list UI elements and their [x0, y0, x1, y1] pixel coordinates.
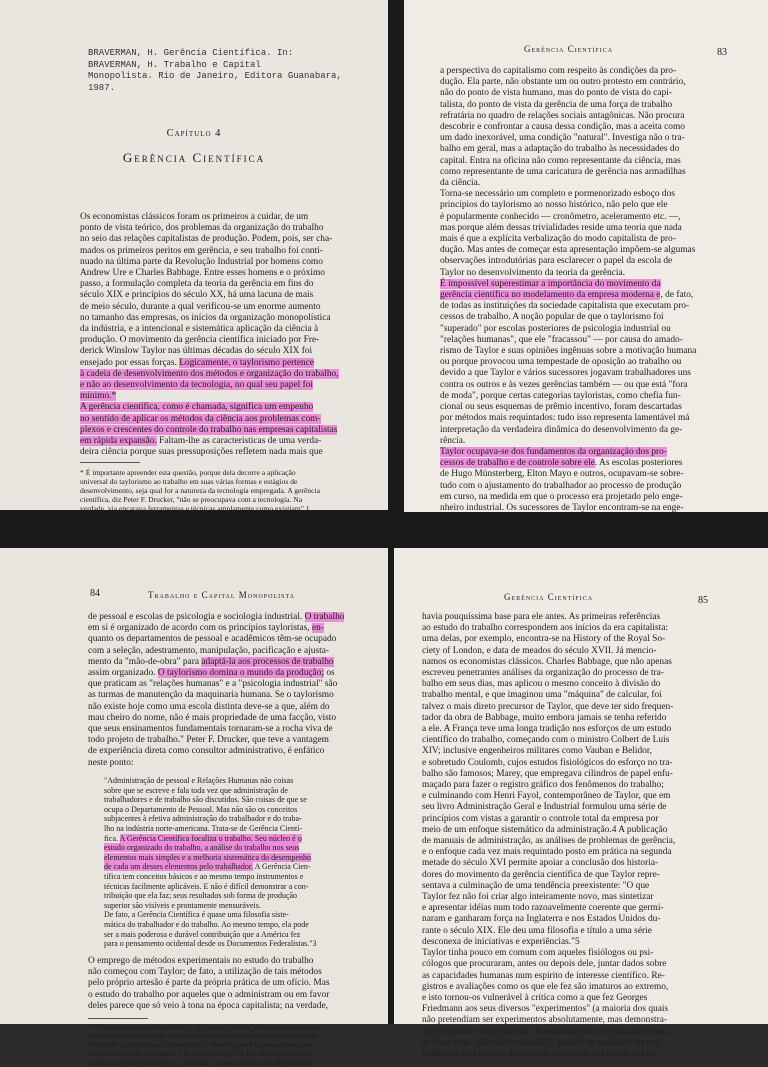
- quote-line: [104, 776, 366, 786]
- text-line: de manuais de administração, as análises de problemas de gerência,: [422, 836, 676, 847]
- highlighted-text: de cada um desses elementos pelo trabalhador.: [104, 862, 254, 872]
- text-segment: descobrir e confrontar a causa dessa condição, mas a aceita como: [440, 122, 685, 133]
- page-number: 83: [717, 47, 727, 58]
- book-page-2: [404, 0, 768, 536]
- text-segment: "relações humanas", que ele "fracassou" — por causa do amado-: [440, 334, 683, 345]
- text-line: [80, 223, 370, 234]
- quote-line: [104, 882, 366, 892]
- text-segment: para o pensamento ocidental desde os Documentos Federalistas."3: [104, 939, 317, 949]
- page3-body: [88, 612, 378, 769]
- text-segment: da indústria, e a intencional e sistemática aplicação da ciência à: [80, 324, 319, 335]
- text-segment: como representante de uma caricatura de gerência nas armadilhas: [440, 166, 686, 177]
- text-segment: da ciência.: [440, 178, 481, 189]
- page1-footnote: [80, 468, 372, 513]
- highlighted-text: adaptá-la aos processos de trabalho: [201, 656, 334, 667]
- text-segment: técnicas facilmente aplicáveis. E não é difícil demonstrar a con-: [104, 881, 309, 891]
- text-segment: observações introdutórias para esclarecer o papel da escola de: [440, 256, 673, 267]
- text-line: [440, 447, 730, 458]
- text-line: [80, 246, 370, 257]
- text-line: [80, 436, 370, 447]
- book-page-1: [0, 0, 388, 513]
- highlighted-text: en-: [312, 623, 324, 634]
- quote-line: [104, 910, 366, 920]
- text-line: [80, 414, 370, 425]
- text-segment: De fato, a Gerência Científica é quase uma filosofia siste-: [104, 910, 289, 920]
- text-segment: por métodos mais requintados: tudo isso representa lamentável má: [440, 413, 690, 424]
- text-segment: fica.: [104, 833, 120, 843]
- text-line: havia pouquíssima base para ele antes. As primeiras referências: [422, 612, 661, 622]
- highlighted-text: em rápida expansão.: [80, 436, 157, 447]
- text-line: [80, 358, 370, 369]
- text-line: ao estudo do trabalho correspondem aos inícios da era capitalista:: [422, 623, 669, 634]
- footnote-line: desenvolvimento, seja qual for a natureza da tecnologia empregada. A gerência: [80, 486, 320, 495]
- text-segment: refratária no quadro de relações sociais antagônicas. Não procura: [440, 110, 685, 121]
- text-line: balho são famosos; Marey, que empregava cilindros de papel enfu-: [422, 768, 673, 779]
- text-segment: Torna-se necessário um completo e pormenorizado esboço dos: [440, 189, 675, 200]
- text-line: [80, 279, 370, 290]
- text-line: [440, 346, 730, 357]
- text-segment: "Administração de pessoal e Relações Humanas não coisas: [104, 776, 294, 785]
- footnote-line: difundido na indústria e seus métodos e filosofia eram lugares-comuns em: [88, 1040, 314, 1049]
- text-line: [88, 713, 378, 724]
- text-line: [440, 88, 730, 99]
- highlighted-text: e não ao desenvolvimento da tecnologia, no qual seu papel foi: [80, 380, 314, 391]
- text-line: o estudo do trabalho por aqueles que o administram ou em favor: [88, 989, 330, 1000]
- text-line: [440, 144, 730, 155]
- text-segment: sobre que se escreve e fala toda vez que administração de: [104, 785, 288, 795]
- page1-body: [80, 212, 370, 458]
- text-segment: nharia e projeto do trabalho, bem como na alta administração;: [440, 514, 673, 525]
- text-segment: todo projeto de trabalho." Peter F. Drucker, que teve a vantagem: [88, 735, 329, 746]
- text-line: sentava a culminação de uma tendência preexistente: "O que: [422, 880, 650, 891]
- citation-line: 1987.: [88, 82, 116, 93]
- text-line: [80, 268, 370, 279]
- text-line: [88, 612, 378, 623]
- text-segment: ensejado por essas forças.: [80, 357, 180, 368]
- highlighted-text: A Gerência Científica focaliza o trabalho. Seu núcleo é o: [119, 833, 302, 843]
- text-segment: de experiência direta como consultor administrativo, é enfático: [88, 746, 325, 757]
- book-page-3: [0, 548, 388, 1067]
- text-line: deles parece que só veio à tona na época capitalista; na verdade,: [88, 1000, 328, 1011]
- quote-line: [104, 872, 366, 882]
- text-segment: ou porque provocou uma tempestade de oposição ao trabalho ou: [440, 357, 682, 368]
- text-line: [440, 234, 730, 245]
- text-segment: século XIX e princípios do século XX, há uma lacuna de mais: [80, 290, 314, 301]
- text-line: [88, 724, 378, 735]
- text-line: trabalho mental, e que imaginou uma "máquina" de calcular, foi: [422, 690, 662, 701]
- text-segment: não existe hoje como uma escola distinta deve-se a que, além do: [88, 701, 330, 712]
- text-segment: talista, do ponto de vista da gerência de uma força de trabalho: [440, 99, 673, 110]
- page4-body: [422, 612, 722, 1060]
- text-segment: no seio das relações capitalistas de produção. Podem, pois, ser cha-: [80, 234, 333, 245]
- text-segment: ponto de vista teórico, dos problemas da organização do trabalho: [80, 223, 324, 234]
- text-line: [440, 469, 730, 480]
- text-segment: um dado inexorável, uma condição "natural". Investiga não o tra-: [440, 133, 685, 144]
- text-line: tador da obra de Babbage, muito embora jamais se tenha referido: [422, 712, 667, 723]
- highlighted-text: à cadeia de desenvolvimento dos métodos e organização do trabalho,: [80, 368, 339, 379]
- text-segment: é popularmente conhecido — cronômetro, aceleramento etc. —,: [440, 211, 681, 222]
- text-line: [440, 492, 730, 503]
- text-line: naram e ganharam força na Inglaterra e nos Estados Unidos du-: [422, 914, 661, 925]
- text-line: [440, 256, 730, 267]
- quote-line: [104, 891, 366, 901]
- text-segment: mática do trabalhador e do trabalho. Ao mesmo tempo, ela pode: [104, 919, 309, 929]
- text-segment: mas porque além dessas trivialidades reside uma teoria que nada: [440, 222, 682, 233]
- text-line: cólogos que procuraram, antes ou depois dele, juntar dados sobre: [422, 959, 667, 970]
- text-line: [440, 111, 730, 122]
- text-line: princípios com vistas a garantir o controle total da empresa por: [422, 813, 659, 824]
- text-line: [440, 133, 730, 144]
- text-line: não pretendiam ser experimentos absolutamente, mas demonstra-: [422, 1015, 667, 1026]
- text-segment: devido a que Taylor e vários sucessores jogavam trabalhadores uns: [440, 368, 691, 379]
- text-line: e isto tornou-os vulnerável à crítica como a que fez Georges: [422, 992, 648, 1003]
- text-segment: assim organizado.: [88, 668, 158, 679]
- text-segment: dução. Ela parte, não obstante um ou outro protesto em contrário,: [440, 77, 686, 88]
- page3-body-continued: [88, 956, 378, 1012]
- text-line: ciety of London, e data de meados do século XVII. Já mencio-: [422, 645, 657, 656]
- text-line: XIV; inclusive engenheiros militares como Vauban e Belidor,: [422, 746, 652, 757]
- text-line: [80, 447, 370, 458]
- text-line: as capacidades humanas num espírito de interesse científico. Re-: [422, 970, 665, 981]
- text-segment: tribuição que ela faz; seus resultados sob forma de produção: [104, 891, 298, 901]
- text-segment: passo, a formulação completa da teoria da gerência em fins do: [80, 279, 314, 290]
- text-line: [80, 290, 370, 301]
- text-line: meio de um enfoque sistemático da administração.4 A publicação: [422, 824, 668, 835]
- text-line: [88, 657, 378, 668]
- text-segment: quanto os departamentos de pessoal e acadêmicos têm-se ocupado: [88, 634, 337, 645]
- chapter-label: Capítulo 4: [166, 128, 222, 139]
- text-line: [440, 391, 730, 402]
- text-segment: mais é que a explícita verbalização do modo capitalista de pro-: [440, 234, 676, 245]
- text-line: e apresentar idéias num todo razoavelmente coerente que germi-: [422, 903, 664, 914]
- text-segment: as turmas de manutenção da maquinaria humana. Se o taylorismo: [88, 690, 334, 701]
- text-segment: no tamanho das empresas, os inícios da organização monopolística: [80, 312, 331, 323]
- text-line: [440, 200, 730, 211]
- text-line: [440, 212, 730, 223]
- highlighted-text: cessos de trabalho e de controle sobre ele: [440, 458, 595, 469]
- text-segment: princípios do taylorismo ao nosso histórico, não pelo que ele: [440, 200, 668, 211]
- text-line: namos os economistas clássicos. Charles Babbage, que não apenas: [422, 656, 672, 667]
- text-line: [440, 503, 730, 514]
- text-segment: ocupa o Departamento de Pessoal. Mas não são os conceitos: [104, 804, 298, 814]
- text-segment: trabalhadores e de trabalho são discutidos. São coisas de que se: [104, 795, 307, 805]
- text-segment: dução. Mas antes de começar esta apresentação impõem-se algumas: [440, 245, 696, 256]
- quote-line: [104, 853, 366, 863]
- text-line: [80, 380, 370, 391]
- text-segment: em si é organizado de acordo com os princípios tayloristas,: [88, 623, 312, 634]
- page3-footnote: [88, 1022, 378, 1067]
- quote-line: [104, 939, 366, 949]
- text-segment: ser a mais poderosa e durável contribuição que a América fez: [104, 929, 301, 939]
- text-segment: os sucessores de Münsterberg e Mayo acham-se nos departamentos: [440, 525, 693, 536]
- text-line: [440, 380, 730, 391]
- text-segment: "superado" por escolas posteriores de psicologia industrial ou: [440, 323, 671, 334]
- quote-line: [104, 862, 366, 872]
- text-line: [80, 234, 370, 245]
- chapter-title: Gerência Científica: [122, 150, 266, 165]
- text-line: [80, 257, 370, 268]
- footnote-line: * "Como um movimento distinto", diz George Soule, "desapareceu na gran-: [88, 1022, 319, 1031]
- text-line: [440, 245, 730, 256]
- text-segment: deira ciência porque suas pressuposições refletem nada mais que: [80, 447, 323, 458]
- text-line: talvez o mais direto precursor de Taylor, que deve ter sido frequen-: [422, 701, 674, 712]
- text-line: [80, 313, 370, 324]
- footnote-line: muitas escolas de engenharia e de administração."2 Em outras palavras, o: [88, 1049, 312, 1058]
- footnote-rule: [88, 1018, 148, 1019]
- text-line: [440, 77, 730, 88]
- text-line: se fosse uma "ciência do trabalho", quando na realidade ele pre-: [422, 1037, 663, 1048]
- text-line: [440, 436, 730, 447]
- quote-line: [104, 930, 366, 940]
- highlighted-text: A gerência científica, como é chamada, significa um empenho: [80, 402, 314, 413]
- text-line: a ele. A França teve uma longa tradição nos esforços de um estudo: [422, 724, 672, 735]
- text-segment: Os economistas clássicos foram os primeiros a cuidar, de um: [80, 212, 309, 222]
- footnote-line: científica, diz Peter F. Drucker, "não se preocupava com a tecnologia. Na: [80, 495, 303, 504]
- text-line: rante o século XIX. Ele deu uma filosofia e título a uma série: [422, 925, 652, 936]
- text-line: [440, 425, 730, 436]
- text-segment: de moda", porque certas categorias tayloristas, como chefia fun-: [440, 390, 681, 401]
- text-line: Taylor fez não foi criar algo inteiramente novo, mas sintetizar: [422, 892, 654, 903]
- text-line: desconexa de iniciativas e experiências."5: [422, 936, 580, 947]
- quote-line: [104, 834, 366, 844]
- text-line: [80, 425, 370, 436]
- quote-line: [104, 824, 366, 834]
- text-line: [440, 312, 730, 323]
- text-segment: de todas as instituições da sociedade capitalista que executam pro-: [440, 301, 690, 312]
- text-segment: tudo com o ajustamento do trabalhador ao processo de produção: [440, 480, 682, 491]
- text-segment: cessos de trabalho. A noção popular de que o taylorismo foi: [440, 312, 664, 323]
- text-segment: que seus ensinamentos fundamentais tornaram-se a rocha viva de: [88, 724, 333, 735]
- text-line: tendia ser uma ciência do trabalho de outros, nas condições do: [422, 1048, 657, 1059]
- text-line: escreveu penetrantes análises da organização do processo de tra-: [422, 668, 664, 679]
- text-line: [88, 623, 378, 634]
- text-line: [80, 369, 370, 380]
- text-line: [440, 66, 730, 77]
- text-line: científico do trabalho, começando com o ministro Colbert de Luís: [422, 735, 670, 746]
- text-line: [440, 481, 730, 492]
- text-line: [440, 368, 730, 379]
- text-segment: cional ou seus esquemas de prêmio incentivo, foram descartadas: [440, 402, 682, 413]
- text-segment: a perspectiva do capitalismo com respeito às condições da pro-: [440, 66, 677, 76]
- quote-line: [104, 805, 366, 815]
- text-line: seu livro Administração Geral e Industrial formulou uma série de: [422, 802, 667, 813]
- highlighted-text: É impossível superestimar a importância do movimento da: [440, 278, 661, 289]
- text-line: [440, 301, 730, 312]
- quote-line: [104, 795, 366, 805]
- text-line: [80, 402, 370, 413]
- text-line: [440, 402, 730, 413]
- text-segment: de meio século, durante a qual verificou-se um enorme aumento: [80, 301, 321, 312]
- text-line: [80, 335, 370, 346]
- text-line: [440, 514, 730, 525]
- text-segment: nuado na última parte da Revolução Industrial por homens como: [80, 256, 323, 267]
- text-segment: Faltam-lhe as características de uma verda-: [156, 436, 322, 447]
- running-head: Trabalho e Capital Monopolista: [148, 590, 295, 600]
- text-line: [440, 458, 730, 469]
- text-line: metade do século XVI permite apoiar a conclusão dos historia-: [422, 858, 659, 869]
- text-line: [80, 302, 370, 313]
- text-segment: mento da "mão-de-obra" para: [88, 656, 202, 667]
- page-number: 85: [698, 595, 708, 606]
- page2-body: [440, 66, 730, 537]
- text-line: [88, 668, 378, 679]
- text-segment: de Hugo Münsterberg, Elton Mayo e outros, ocupavam-se sobre-: [440, 469, 684, 480]
- footnote-line: universal do taylorismo ao trabalho em suas várias formas e estágios de: [80, 477, 298, 486]
- book-page-4: [394, 548, 768, 1059]
- text-line: [88, 679, 378, 690]
- citation-line: Monopolista. Rio de Janeiro, Editora Guanabara,: [88, 71, 342, 81]
- quote-line: [104, 814, 366, 824]
- text-line: [440, 357, 730, 368]
- text-line: [440, 223, 730, 234]
- text-line: [88, 746, 378, 757]
- text-segment: lho na indústria norte-americana. Trata-se de Gerência Cientí-: [104, 823, 303, 833]
- text-segment: Andrew Ure e Charles Babbage. Entre esses homens e o próximo: [80, 268, 325, 279]
- highlighted-text: estudo organizado do trabalho, a análise do trabalho nos seus: [104, 843, 300, 853]
- text-line: gistros e avaliações como os que ele fez são imaturos ao extremo,: [422, 981, 669, 992]
- text-segment: os: [324, 668, 335, 679]
- quote-line: [104, 786, 366, 796]
- text-segment: A Gerência Cien-: [253, 862, 311, 872]
- text-line: [88, 758, 378, 769]
- text-segment: superior são visíveis e prontamente mensuráveis.: [104, 900, 261, 910]
- text-segment: em curso, na medida em que o processo era projetado pelo enge-: [440, 491, 683, 502]
- highlighted-text: gerência científica no modelamento da empresa moderna e: [440, 290, 661, 301]
- text-line: [440, 525, 730, 536]
- text-line: [440, 324, 730, 335]
- text-line: pelo próprio artesão é parte da própria prática de um ofício. Mas: [88, 978, 330, 989]
- text-segment: , de fato,: [660, 290, 694, 301]
- text-line: uma delas, por exemplo, encontra-se na History of the Royal So-: [422, 634, 666, 645]
- text-line: maçado para fazer o registro gráfico dos fenômenos do trabalho;: [422, 780, 664, 791]
- text-line: [440, 156, 730, 167]
- text-line: [80, 391, 370, 402]
- running-head: Gerência Científica: [524, 44, 614, 54]
- highlighted-text: Logicamente, o taylorismo pertence: [179, 357, 315, 368]
- text-line: [80, 212, 370, 223]
- page-gap-vertical-top: [388, 0, 404, 548]
- text-segment: neste ponto:: [88, 757, 134, 768]
- text-line: [88, 646, 378, 657]
- text-line: Taylor tinha pouco em comum com aqueles fisiólogos ou psi-: [422, 948, 654, 959]
- text-segment: rência.: [440, 435, 466, 446]
- text-segment: com a seleção, adestramento, manipulação, pacificação e ajusta-: [88, 645, 330, 656]
- text-line: e o enfoque cada vez mais requintado posto em prática na segunda: [422, 847, 672, 858]
- text-line: [80, 324, 370, 335]
- text-line: [440, 167, 730, 178]
- text-line: dores do movimento da gerência científica de que Taylor repre-: [422, 869, 660, 880]
- text-line: Friedmann aos seus diversos "experimentos" (a maioria dos quais: [422, 1004, 669, 1015]
- text-segment: de pessoal e escolas de psicologia e sociologia industrial.: [88, 612, 305, 622]
- text-segment: contra os outros e às vezes gerências também — ou que está "fora: [440, 379, 688, 390]
- text-segment: nheiro industrial. Os sucessores de Taylor encontram-se na enge-: [440, 502, 684, 513]
- text-segment: não do ponto de vista humano, mas do ponto de vista do capi-: [440, 88, 672, 99]
- text-line: [88, 735, 378, 746]
- citation-line: BRAVERMAN, H. Trabalho e Capital: [88, 59, 261, 70]
- footnote-line: de depressão dos anos 30, mas naquele tempo o conhecimento dele tinha-se: [88, 1031, 318, 1040]
- highlighted-text: elementos mais simples e a melhoria sistemática do desempenho: [104, 852, 312, 862]
- text-line: [440, 335, 730, 346]
- highlighted-text: mínimo.*: [80, 391, 117, 402]
- text-line: [440, 268, 730, 279]
- text-line: [440, 413, 730, 424]
- citation-note: [88, 48, 342, 94]
- text-line: e culminando com Henri Fayol, contemporâneo de Taylor, que em: [422, 791, 671, 802]
- footnote-line: verdade, via encarava ferramentas e técnicas amplamente como existiam".1: [80, 504, 310, 513]
- text-line: [440, 178, 730, 189]
- footnote-rule: [80, 462, 140, 463]
- text-segment: balho em geral, mas a adaptação do trabalho às necessidades do: [440, 144, 680, 155]
- text-segment: Taylor no desenvolvimento da teoria da gerência.: [440, 267, 625, 278]
- text-segment: mados os primeiros peritos em gerência, e seu trabalho foi conti-: [80, 245, 323, 256]
- running-head: Gerência Científica: [504, 592, 594, 602]
- text-line: [440, 290, 730, 301]
- text-line: e sobretudo Coulomb, cujos estudos fisiológicos do esforço no tra-: [422, 757, 673, 768]
- footnote-line: taylorismo está "obsoleto" ou "superado" somente no sentido de que uma: [88, 1058, 311, 1067]
- page3-quote: [104, 776, 366, 949]
- text-segment: subjacentes à efetiva administração do trabalhador e do traba-: [104, 814, 302, 824]
- text-segment: tífica tem conceitos básicos e ao mesmo tempo instrumentos e: [104, 871, 304, 881]
- highlighted-text: plexos e crescentes do controle do trabalho nas empresas capitalistas: [80, 424, 338, 435]
- highlighted-text: Taylor ocupava-se dos fundamentos da organização dos pro-: [440, 446, 667, 457]
- text-line: [440, 279, 730, 290]
- quote-line: [104, 843, 366, 853]
- text-line: [440, 189, 730, 200]
- text-line: [88, 690, 378, 701]
- text-line: balho em seus dias, mas aplicou o mesmo conceito à divisão do: [422, 679, 661, 690]
- text-segment: que praticam as "relações humanas" e a "psicologia industrial" são: [88, 679, 338, 690]
- text-segment: derick Winslow Taylor nas últimas décadas do século XIX foi: [80, 346, 313, 357]
- text-line: ções forçadas e hiperbólicas). Friedmann trata o taylorismo como: [422, 1026, 668, 1037]
- quote-line: [104, 901, 366, 911]
- text-line: [440, 122, 730, 133]
- quote-line: [104, 920, 366, 930]
- text-segment: . As escolas posteriores: [594, 458, 683, 469]
- text-line: O emprego de métodos experimentais no estudo do trabalho: [88, 956, 314, 966]
- text-line: [440, 100, 730, 111]
- text-line: não começou com Taylor; de fato, a utilização de tais métodos: [88, 967, 322, 978]
- page-number: 84: [90, 588, 100, 599]
- text-line: [88, 702, 378, 713]
- text-segment: capital. Entra na oficina não como representante da ciência, mas: [440, 155, 681, 166]
- text-segment: produção. O movimento da gerência científica iniciado por Fre-: [80, 335, 320, 346]
- text-segment: interpretação da verdadeira dinâmica do desenvolvimento da ge-: [440, 424, 683, 435]
- highlighted-text: O trabalho: [304, 612, 345, 622]
- footnote-line: * É importante apreender esta questão, porque dela decorre a aplicação: [80, 468, 296, 477]
- text-segment: rismo de Taylor e suas opiniões ingênuas sobre a motivação humana: [440, 346, 697, 357]
- text-line: [88, 634, 378, 645]
- citation-line: BRAVERMAN, H. Gerência Científica. In:: [88, 48, 294, 58]
- highlighted-text: O taylorismo domina o mundo da produção;: [157, 668, 324, 679]
- highlighted-text: no sentido de aplicar os métodos da ciência aos problemas com-: [80, 413, 321, 424]
- text-line: [80, 346, 370, 357]
- text-segment: mau cheiro do nome, não é mais propriedade de uma facção, visto: [88, 712, 337, 723]
